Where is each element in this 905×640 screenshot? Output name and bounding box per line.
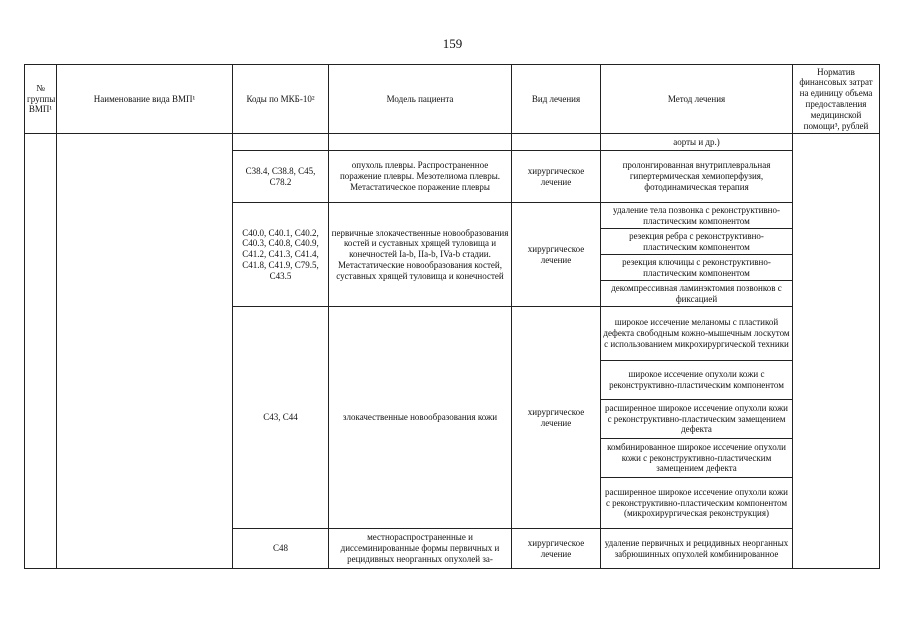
table-row <box>25 134 880 151</box>
header-treatment-method: Метод лечения <box>601 65 793 134</box>
codes-cell: C40.0, C40.1, C40.2, C40.3, C40.8, C40.9, C41.2, C41.3, C41.4, C41.8, C41.9, C79.5, C43.5 <box>233 203 329 307</box>
codes-cell <box>233 134 329 151</box>
treatment-cell: хирургическое лечение <box>512 529 601 569</box>
method-cell: аорты и др.) <box>601 134 793 151</box>
method-cell: комбинированное широкое иссечение опухоли кожи с реконструктивно-пластическим замещением дефекта <box>601 439 793 478</box>
method-cell: расширенное широкое иссечение опухоли кожи с реконструктивно-пластическим замещением дефекта <box>601 400 793 439</box>
page-number: 159 <box>442 36 463 51</box>
group-number-cell <box>25 134 57 569</box>
model-cell: местнораспространенные и диссеминированные формы первичных и рецидивных неорганных опухолей за- <box>329 529 512 569</box>
model-cell: злокачественные новообразования кожи <box>329 307 512 529</box>
treatment-cell <box>512 134 601 151</box>
header-treatment-type: Вид лечения <box>512 65 601 134</box>
method-cell: резекция ключицы с реконструктивно-пластическим компонентом <box>601 255 793 281</box>
method-cell: удаление тела позвонка с реконструктивно-пластическим компонентом <box>601 203 793 229</box>
header-patient-model: Модель пациента <box>329 65 512 134</box>
cost-norm-cell <box>793 134 880 569</box>
header-group-number: № группы ВМП¹ <box>25 65 57 134</box>
method-cell: пролонгированная внутриплевральная гипертермическая хемиоперфузия, фотодинамическая терапия <box>601 151 793 203</box>
vmp-table <box>24 64 880 569</box>
header-icd-codes: Коды по МКБ-10² <box>233 65 329 134</box>
treatment-cell: хирургическое лечение <box>512 151 601 203</box>
header-cost-norm: Норматив финансовых затрат на единицу объема предоставления медицинской помощи³, рублей <box>793 65 880 134</box>
method-cell: резекция ребра с реконструктивно-пластическим компонентом <box>601 229 793 255</box>
model-cell: опухоль плевры. Распространенное поражение плевры. Мезотелиома плевры. Метастатическое поражение плевры <box>329 151 512 203</box>
method-cell: расширенное широкое иссечение опухоли кожи с реконструктивно-пластическим компонентом (микрохирургическая реконструкция) <box>601 478 793 529</box>
header-row <box>25 65 880 134</box>
treatment-cell: хирургическое лечение <box>512 203 601 307</box>
header-vmp-name: Наименование вида ВМП¹ <box>57 65 233 134</box>
codes-cell: C38.4, C38.8, C45, C78.2 <box>233 151 329 203</box>
treatment-cell: хирургическое лечение <box>512 307 601 529</box>
method-cell: широкое иссечение меланомы с пластикой дефекта свободным кожно-мышечным лоскутом с использованием микрохирургической техники <box>601 307 793 361</box>
codes-cell: C48 <box>233 529 329 569</box>
method-cell: декомпрессивная ламинэктомия позвонков с фиксацией <box>601 281 793 307</box>
method-cell: широкое иссечение опухоли кожи с реконструктивно-пластическим компонентом <box>601 361 793 400</box>
model-cell <box>329 134 512 151</box>
method-cell: удаление первичных и рецидивных неорганных забрюшинных опухолей комбинированное <box>601 529 793 569</box>
model-cell: первичные злокачественные новообразования костей и суставных хрящей туловища и конечностей Ia-b, IIa-b, IVa-b стадии. Метастатические новообразования костей, суставных хрящей туловища и конечностей <box>329 203 512 307</box>
codes-cell: C43, C44 <box>233 307 329 529</box>
vmp-name-cell <box>57 134 233 569</box>
